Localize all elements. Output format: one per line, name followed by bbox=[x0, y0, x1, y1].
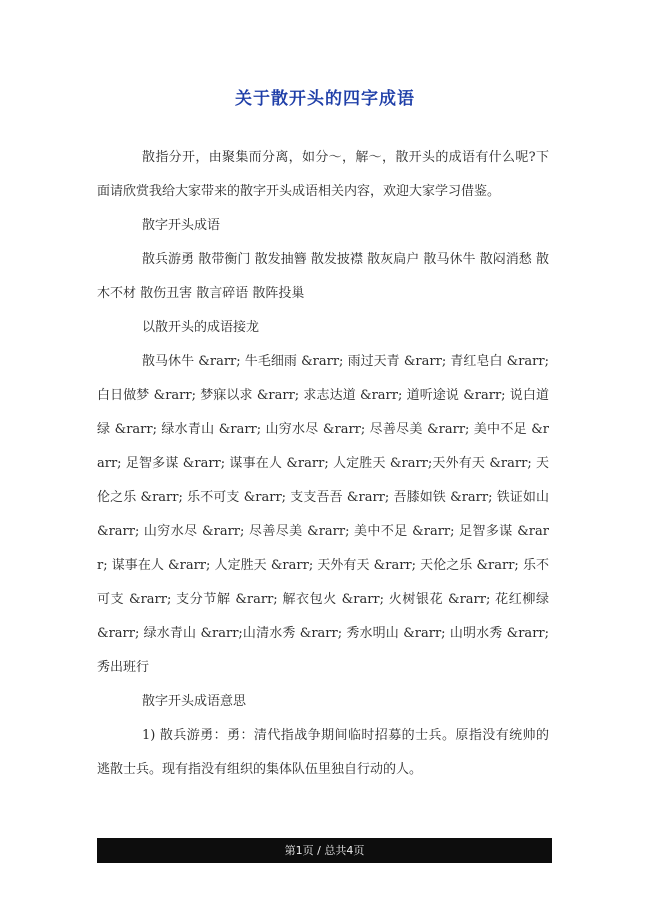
document-title: 关于散开头的四字成语 bbox=[235, 89, 415, 109]
intro-paragraph: 散指分开，由聚集而分离，如分～，解～，散开头的成语有什么呢?下面请欣赏我给大家带来的散字开头成语相关内容，欢迎大家学习借鉴。 bbox=[97, 150, 549, 199]
section-heading-list: 散字开头成语 bbox=[142, 218, 221, 233]
meaning-paragraph-1: 1) 散兵游勇：勇：清代指战争期间临时招募的士兵。原指没有统帅的逃散士兵。现有指没有组织的集体队伍里独自行动的人。 bbox=[97, 728, 549, 777]
section-heading-chain: 以散开头的成语接龙 bbox=[142, 320, 260, 335]
idiom-chain-paragraph: 散马休牛 &rarr; 牛毛细雨 &rarr; 雨过天青 &rarr; 青红皂白 &rarr; 白日做梦 &rarr; 梦寐以求 &rarr; 求志达道 &rarr; 道听途说 &rarr; 说白道绿 &rarr; 绿水青山 &rarr; 山穷水尽 &rarr; 尽善尽美 &rarr; 美中不足 &rarr; 足智多谋 &rarr; 谋事在人 &rarr; 人定胜天 &rarr;天外有天 &rarr; 天伦之乐 &rarr; 乐不可支 &rarr; 支支吾吾 &rarr; 吾膝如铁 &rarr; 铁证如山 &rarr; 山穷水尽 &rarr; 尽善尽美 &rarr; 美中不足 &rarr; 足智多谋 &rarr; 谋事在人 &rarr; 人定胜天 &rarr; 天外有天 &rarr; 天伦之乐 &rarr; 乐不可支 &rarr; 支分节解 &rarr; 解衣包火 &rarr; 火树银花 &rarr; 花红柳绿 &rarr; 绿水青山 &rarr;山清水秀 &rarr; 秀水明山 &rarr; 山明水秀 &rarr; 秀出班行 bbox=[97, 354, 549, 675]
section-heading-meaning: 散字开头成语意思 bbox=[142, 694, 247, 709]
document-body bbox=[97, 141, 549, 787]
pagination-bar: 第1页 / 总共4页 bbox=[97, 838, 552, 863]
idiom-list-paragraph: 散兵游勇 散带衡门 散发抽簪 散发披襟 散灰扃户 散马休牛 散闷消愁 散木不材 散伤丑害 散言碎语 散阵投巢 bbox=[97, 252, 549, 301]
